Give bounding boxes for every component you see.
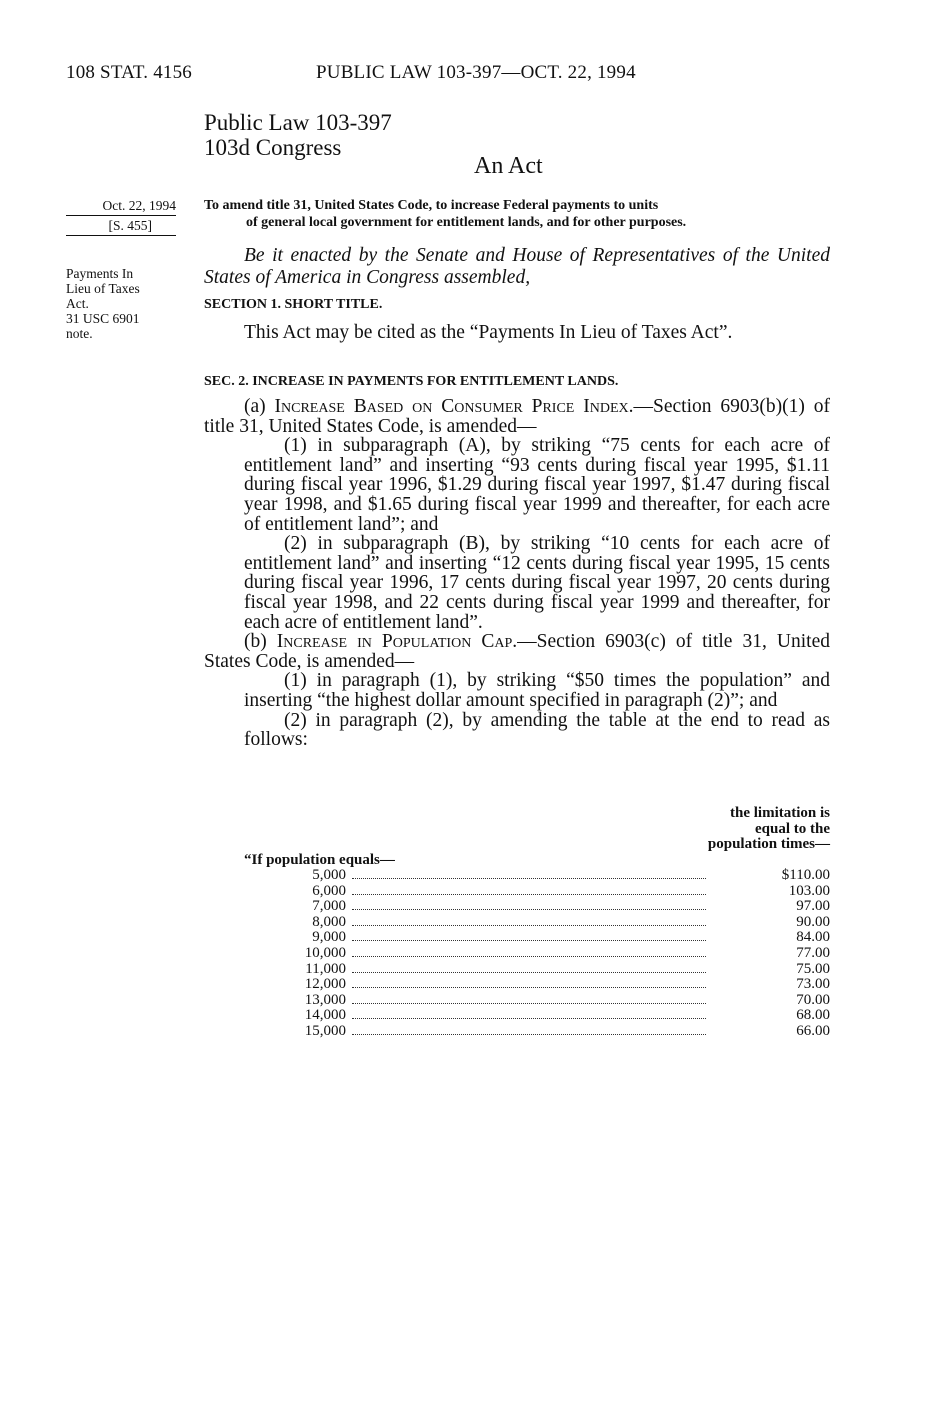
multiplier-cell: 90.00	[796, 913, 830, 930]
population-cell: 14,000	[304, 1007, 346, 1024]
congress-number: 103d Congress	[204, 135, 342, 160]
running-head: PUBLIC LAW 103-397—OCT. 22, 1994	[316, 62, 636, 83]
multiplier-cell: 75.00	[796, 960, 830, 977]
population-cell: 8,000	[312, 913, 346, 930]
subsection-a	[204, 397, 830, 436]
section-1-text	[204, 322, 830, 343]
table-row	[244, 868, 830, 884]
leader-dots	[352, 930, 706, 941]
leader-dots	[352, 868, 706, 879]
leader-dots	[352, 993, 706, 1004]
section-1-heading: SECTION 1. SHORT TITLE.	[204, 297, 383, 312]
subsection-a-paragraph-1: (1) in subparagraph (A), by striking “75 cents for each acre of entitlement land” and inserting “93 cents during fiscal year 1995, $1.11 during fiscal year 1996, $1.29 during fiscal year 1997, $1.47 during fiscal year 1998, and $1.65 during fiscal year 1999 and thereafter, for each acre of entitlement land”; and	[244, 435, 830, 535]
subsection-a-caption: Increase Based on Consumer Price Index.	[274, 396, 634, 417]
purpose-line: of general local government for entitlement lands, and for other purposes.	[246, 215, 687, 230]
population-cell: 6,000	[312, 882, 346, 899]
subsection-b-caption: Increase in Population Cap.	[276, 631, 518, 653]
leader-dots	[352, 946, 706, 957]
an-act-heading: An Act	[474, 153, 543, 179]
purpose-line: To amend title 31, United States Code, to increase Federal payments to units	[204, 198, 659, 213]
population-cell: 7,000	[312, 898, 346, 915]
population-cell: 9,000	[312, 929, 346, 946]
subsection-a-text: —Section 6903(b)(1) of title 31, United States Code, is amended—	[204, 396, 830, 437]
law-title-block	[204, 110, 392, 160]
subsection-b-paragraph-2: (2) in paragraph (2), by amending the table at the end to read as follows:	[244, 709, 830, 751]
table-row	[244, 930, 830, 946]
margin-note-line: note.	[66, 326, 93, 341]
margin-note-line: Payments In	[66, 266, 134, 281]
table-row	[244, 993, 830, 1009]
purpose-clause	[204, 197, 830, 231]
stat-reference: 108 STAT. 4156	[66, 62, 193, 83]
leader-dots	[352, 884, 706, 895]
leader-dots	[352, 977, 706, 988]
leader-dots	[352, 1024, 706, 1035]
subsection-b	[204, 632, 830, 671]
multiplier-cell: 68.00	[796, 1007, 830, 1024]
multiplier-cell: $110.00	[781, 867, 830, 883]
subsection-b-label: (b)	[244, 631, 277, 653]
subsection-b-text: —Section 6903(c) of title 31, United States Code, is amended—	[204, 631, 830, 672]
multiplier-cell: 66.00	[796, 1022, 830, 1039]
table-row	[244, 977, 830, 993]
margin-bill-number: [S. 455]	[66, 218, 176, 236]
population-cell: 11,000	[305, 960, 346, 977]
margin-date: Oct. 22, 1994	[66, 198, 176, 216]
table-left-header: “If population equals—	[244, 852, 395, 868]
population-cell: 5,000	[312, 867, 346, 883]
multiplier-cell: 77.00	[796, 944, 830, 961]
population-table	[244, 868, 830, 1040]
table-right-header: the limitation is equal to the population times—	[707, 805, 830, 853]
table-row	[244, 884, 830, 900]
margin-note-line: 31 USC 6901	[66, 311, 140, 326]
leader-dots	[352, 915, 706, 926]
public-law-number: Public Law 103-397	[204, 110, 392, 135]
population-cell: 10,000	[304, 944, 346, 961]
multiplier-cell: 84.00	[796, 929, 830, 946]
section-1-paragraph: This Act may be cited as the “Payments In Lieu of Taxes Act”.	[244, 322, 733, 343]
enacting-clause: Be it enacted by the Senate and House of Representatives of the United States of America in Congress assembled,	[204, 245, 830, 288]
table-row	[244, 899, 830, 915]
leader-dots	[352, 899, 706, 910]
margin-note-line: Lieu of Taxes	[66, 281, 140, 296]
leader-dots	[352, 962, 706, 973]
table-row	[244, 915, 830, 931]
population-cell: 15,000	[304, 1022, 346, 1039]
table-row	[244, 1024, 830, 1040]
section-2-heading: SEC. 2. INCREASE IN PAYMENTS FOR ENTITLEMENT LANDS.	[204, 374, 619, 389]
population-cell: 12,000	[304, 976, 346, 993]
leader-dots	[352, 1008, 706, 1019]
section-2-body	[204, 397, 830, 750]
subsection-b-paragraph-1: (1) in paragraph (1), by striking “$50 times the population” and inserting “the highest dollar amount specified in paragraph (2)”; and	[244, 670, 830, 711]
multiplier-cell: 73.00	[796, 976, 830, 993]
multiplier-cell: 103.00	[788, 882, 830, 899]
table-row	[244, 946, 830, 962]
multiplier-cell: 97.00	[796, 898, 830, 915]
table-row	[244, 1008, 830, 1024]
subsection-a-label: (a)	[244, 396, 275, 417]
multiplier-cell: 70.00	[796, 991, 830, 1008]
margin-note-line: Act.	[66, 296, 89, 311]
margin-short-title-note	[66, 266, 140, 341]
population-cell: 13,000	[304, 991, 346, 1008]
subsection-a-paragraph-2: (2) in subparagraph (B), by striking “10 cents for each acre of entitlement land” and inserting “12 cents during fiscal year 1995, 15 cents during fiscal year 1996, 17 cents during fiscal year 1997, 20 cents during fiscal year 1998, and 22 cents during fiscal year 1999 and thereafter, for each acre of entitlement land”.	[244, 533, 830, 633]
table-row	[244, 962, 830, 978]
